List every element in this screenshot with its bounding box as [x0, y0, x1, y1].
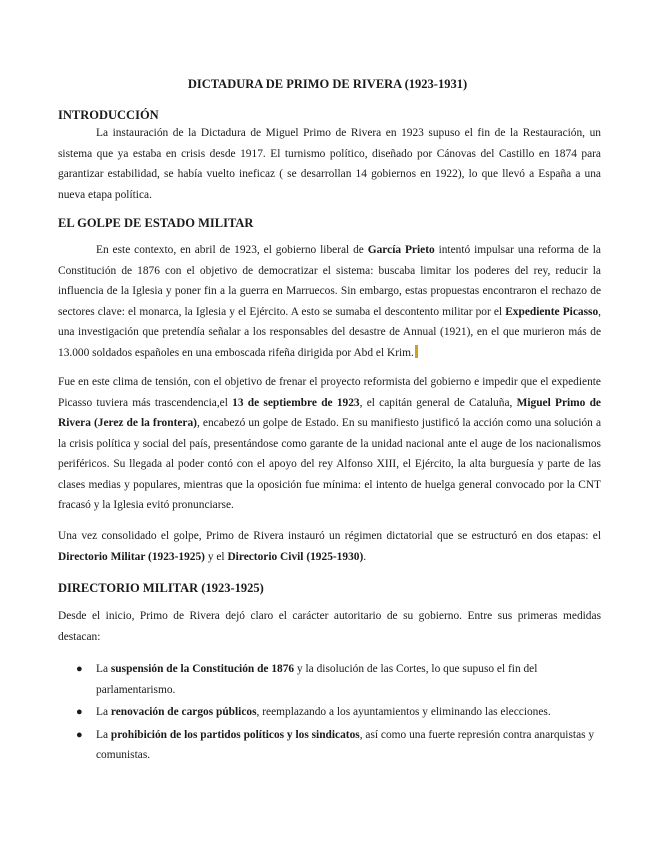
paragraph-golpe-clima: Fue en este clima de tensión, con el objetivo de frenar el proyecto reformista del gobierno e impedir que el expediente Picasso tuviera más trascendencia,el 13 de septiembre de 1923, el capitán general de Cataluña, Miguel Primo de Rivera (Jerez de la frontera), encabezó un golpe de Estado. En su manifiesto justificó la acción como una solución a la crisis política y social del país, presentándose como garante de la unidad nacional ante el auge de los nacionalismos periféricos. Su llegada al poder contó con el apoyo del rey Alfonso XIII, el Ejército, la alta burguesía y parte de las clases medias y populares, mientras que la oposición fue mínima: el intento de huelga general convocado por la CNT fracasó y la Iglesia evitó pronunciarse.	[58, 376, 601, 511]
bold-expediente-picasso: Expediente Picasso	[505, 305, 599, 318]
document-title: DICTADURA DE PRIMO DE RIVERA (1923-1931)	[187, 77, 468, 91]
bullet-icon: ●	[76, 706, 83, 718]
bold-fecha-golpe: 13 de septiembre de 1923	[232, 396, 360, 409]
bullet-icon: ●	[76, 728, 83, 741]
paragraph-directorio-intro: Desde el inicio, Primo de Rivera dejó claro el carácter autoritario de su gobierno. Entre sus primeras medidas destacan:	[58, 610, 601, 643]
bold-garcia-prieto: García Prieto	[367, 244, 435, 256]
heading-directorio-militar: DIRECTORIO MILITAR (1923-1925)	[58, 581, 264, 595]
paragraph-golpe-contexto: En este contexto, en abril de 1923, el gobierno liberal de García Prieto intentó impulsar una reforma de la Constitución de 1876 con el objetivo de democratizar el sistema: buscaba limitar los poderes del rey, reducir la influencia de la Iglesia y poner fin a la guerra en Marruecos. Sin embargo, estas propuestas encontraron el rechazo de sectores clave: el monarca, la Iglesia y el Ejército. A esto se sumaba el descontento militar por el Expediente Picasso, una investigación que pretendía señalar a los responsables del desastre de Annual (1921), en el que murieron más de 13.000 soldados españoles en una emboscada rifeña dirigida por Abd el Krim.	[58, 244, 601, 359]
heading-golpe-de-estado: EL GOLPE DE ESTADO MILITAR	[58, 216, 254, 230]
medidas-list	[58, 659, 601, 768]
bullet-icon: ●	[76, 663, 83, 675]
paragraph-introduccion: La instauración de la Dictadura de Miguel Primo de Rivera en 1923 supuso el fin de la Restauración, un sistema que ya estaba en crisis desde 1917. El turnismo político, diseñado por Cánovas del Castillo en 1874 para garantizar estabilidad, se había vuelto ineficaz ( se desarrollan 14 gobiernos en 1922), lo que llevó a España a una nueva etapa política.	[58, 127, 601, 201]
list-item: ● La renovación de cargos públicos, reemplazando a los ayuntamientos y eliminando las elecciones.	[58, 702, 601, 723]
bold-directorio-civil: Directorio Civil (1925-1930)	[227, 550, 364, 563]
text-cursor	[415, 345, 418, 358]
list-item: ● La prohibición de los partidos políticos y los sindicatos, así como una fuerte represión contra anarquistas y comunistas.	[58, 725, 601, 766]
paragraph-golpe-consolidado: Una vez consolidado el golpe, Primo de Rivera instauró un régimen dictatorial que se estructuró en dos etapas: el Directorio Militar (1923-1925) y el Directorio Civil (1925-1930).	[58, 530, 601, 563]
bold-directorio-militar: Directorio Militar (1923-1925)	[58, 550, 205, 563]
bold-miguel-primo: Miguel Primo de Rivera (Jerez de la frontera)	[58, 396, 601, 429]
heading-introduccion: INTRODUCCIÓN	[58, 108, 159, 122]
list-item: ● La suspensión de la Constitución de 1876 y la disolución de las Cortes, lo que supuso el fin del parlamentarismo.	[58, 659, 601, 700]
